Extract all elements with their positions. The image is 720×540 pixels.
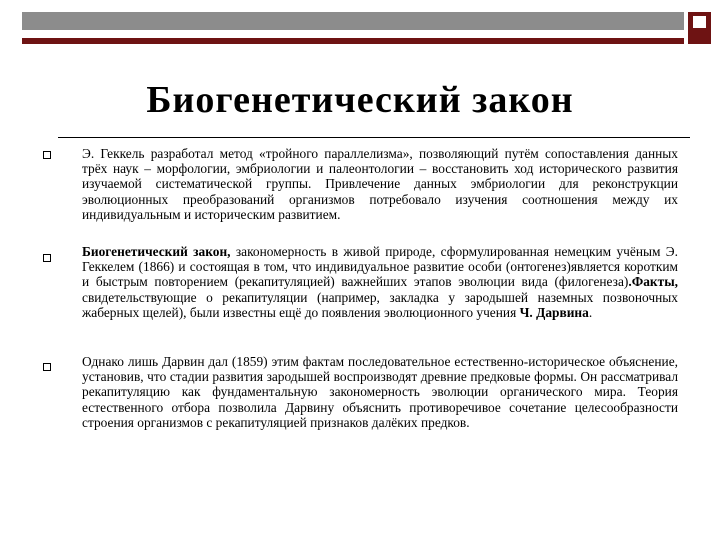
bullet-paragraph-3: Однако лишь Дарвин дал (1859) этим фактам последовательное естественно-историческое объяснение, установив, что стадии развития зародышей воспроизводят древние предковые формы. Он рассматривал рекапитуляцию как фундаментальную закономерность эволюции органического мира. Теория естественного отбора позволила Дарвину объяснить противоречивое сочетание целесообразности строения организмов с рекапитуляцией признаков далёких предков. (82, 354, 678, 430)
paragraph-text: свидетельствующие о рекапитуляции (например, закладка у зародышей наземных позвоночных жаберных щелей), были известны ещё до появления эволюционного учения (82, 289, 678, 320)
header-gray-bar (22, 12, 684, 30)
paragraph-text: . (588, 304, 593, 320)
bold-name: Ч. Дарвина (519, 304, 589, 320)
bullet-marker-icon (43, 151, 51, 159)
slide-title: Биогенетический закон (146, 79, 574, 121)
header-square-inner (693, 16, 706, 28)
bold-fragment: .Факты, (628, 274, 678, 290)
bullet-marker-icon (43, 363, 51, 371)
header-red-line (22, 38, 684, 44)
paragraph-text: закономерность в живой природе, сформулированная немецким учёным Э. Геккелем (1866) и состоящая в том, что индивидуальное развитие особи (онтогенез)является коротким и быстрым повторением (рекапитуляцией) важнейших этапов эволюции вида (филогенеза) (82, 244, 678, 290)
bullet-paragraph-2 (82, 244, 678, 320)
header-decoration (22, 12, 711, 38)
title-divider (58, 137, 690, 138)
bullet-paragraph-1: Э. Геккель разработал метод «тройного параллелизма», позволяющий путём сопоставления данных трёх наук – морфологии, эмбриологии и палеонтологии – восстановить ход исторического развития изучаемой систематической группы. Привлечение данных эмбриологии для реконструкции эволюционных преобразований организмов потребовало изучения соотношения между их индивидуальным и историческим развитием. (82, 146, 678, 222)
bullet-marker-icon (43, 254, 51, 262)
bold-term: Биогенетический закон, (82, 244, 231, 259)
